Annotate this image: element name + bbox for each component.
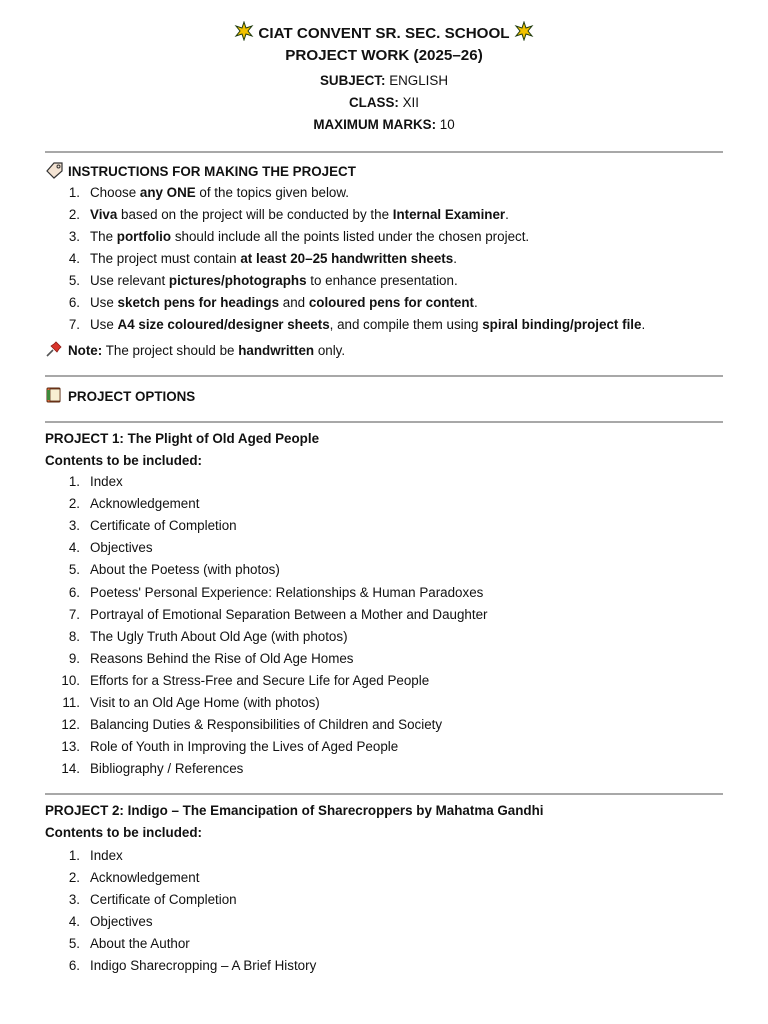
item-number: 5.: [68, 273, 80, 288]
subject-label: SUBJECT:: [319, 73, 386, 88]
class-line: [0, 95, 768, 110]
note-emphasis: handwritten: [238, 343, 315, 358]
item-number: 9.: [68, 650, 80, 666]
item-text: Certificate of Completion: [90, 518, 237, 534]
item-text: Index: [90, 474, 123, 489]
project-work-title: PROJECT WORK (2025–26): [285, 47, 483, 64]
item-text: Acknowledgement: [90, 496, 200, 512]
item-number: 1.: [68, 848, 80, 863]
note-label: Note:: [68, 343, 103, 358]
item-text: Role of Youth in Improving the Lives of Aged People: [90, 739, 399, 755]
item-text: The portfolio should include all the points listed under the chosen project.: [90, 229, 530, 244]
instructions-title: INSTRUCTIONS FOR MAKING THE PROJECT: [68, 164, 356, 179]
item-number: 6.: [68, 957, 80, 973]
item-text: Indigo Sharecropping – A Brief History: [90, 957, 317, 973]
item-text: Use sketch pens for headings and coloured pens for content.: [90, 295, 478, 310]
item-number: 12.: [61, 717, 80, 733]
item-number: 2.: [68, 207, 80, 222]
item-number: 7.: [68, 606, 80, 622]
note-text-end: only.: [314, 343, 346, 358]
item-text: Use A4 size coloured/designer sheets, and compile them using spiral binding/project file.: [90, 317, 646, 332]
item-number: 11.: [62, 695, 80, 710]
item-number: 3.: [68, 229, 80, 244]
item-text: Poetess' Personal Experience: Relationships & Human Paradoxes: [90, 584, 484, 600]
divider: [45, 793, 723, 795]
divider: [45, 151, 723, 153]
item-number: 8.: [68, 628, 80, 644]
school-name-line: [0, 21, 768, 45]
item-text: Choose any ONE of the topics given below.: [90, 185, 350, 200]
item-text: The project must contain at least 20–25 handwritten sheets.: [90, 251, 457, 266]
item-number: 1.: [68, 474, 80, 489]
item-number: 4.: [68, 540, 80, 556]
item-text: The Ugly Truth About Old Age (with photos): [90, 628, 348, 644]
item-number: 6.: [68, 584, 80, 600]
item-number: 6.: [68, 295, 80, 310]
item-number: 1.: [68, 185, 80, 200]
subject-value: ENGLISH: [389, 73, 448, 88]
item-text: Viva based on the project will be conducted by the Internal Examiner.: [90, 207, 509, 222]
item-text: Reasons Behind the Rise of Old Age Homes: [90, 650, 354, 666]
marks-label: MAXIMUM MARKS:: [313, 117, 437, 132]
item-text: Visit to an Old Age Home (with photos): [90, 695, 320, 710]
note-line: [45, 340, 345, 361]
project-options-heading: [45, 386, 195, 407]
item-text: Bibliography / References: [90, 761, 244, 777]
item-number: 2.: [68, 496, 80, 512]
divider: [45, 375, 723, 377]
book-icon: [45, 386, 63, 407]
item-text: Objectives: [90, 540, 153, 556]
item-text: Objectives: [90, 913, 153, 929]
project2-contents-label: Contents to be included:: [45, 825, 202, 840]
item-text: Balancing Duties & Responsibilities of Children and Society: [90, 717, 443, 733]
divider: [45, 421, 723, 423]
project1-title: PROJECT 1: The Plight of Old Aged People: [45, 431, 320, 446]
item-number: 14.: [61, 761, 80, 777]
instructions-heading: [45, 162, 356, 182]
project-options-title: PROJECT OPTIONS: [68, 389, 196, 404]
project1-contents-label: Contents to be included:: [45, 453, 202, 468]
item-number: 5.: [68, 935, 80, 951]
item-number: 13.: [61, 739, 80, 755]
item-text: Efforts for a Stress-Free and Secure Life for Aged People: [90, 672, 430, 688]
item-number: 4.: [68, 251, 80, 266]
item-text: About the Poetess (with photos): [90, 562, 280, 578]
item-number: 10.: [61, 672, 80, 688]
item-number: 3.: [68, 891, 80, 907]
item-text: Portrayal of Emotional Separation Between a Mother and Daughter: [90, 606, 488, 622]
star-icon: [514, 21, 534, 45]
subject-line: [0, 73, 768, 88]
item-number: 4.: [68, 913, 80, 929]
marks-line: [0, 117, 768, 132]
school-name: CIAT CONVENT SR. SEC. SCHOOL: [258, 25, 510, 42]
star-icon: [234, 21, 254, 45]
item-text: Index: [90, 848, 123, 863]
note-text: The project should be: [102, 343, 239, 358]
item-text: Certificate of Completion: [90, 891, 237, 907]
item-number: 5.: [68, 562, 80, 578]
item-number: 3.: [68, 518, 80, 534]
pushpin-icon: [45, 340, 63, 361]
item-number: 7.: [68, 317, 80, 332]
item-text: Acknowledgement: [90, 869, 200, 885]
project2-title: PROJECT 2: Indigo – The Emancipation of Sharecroppers by Mahatma Gandhi: [45, 803, 544, 818]
class-label: CLASS:: [349, 95, 399, 110]
label-tag-icon: [45, 162, 63, 182]
class-value: XII: [402, 95, 419, 110]
item-text: Use relevant pictures/photographs to enhance presentation.: [90, 273, 458, 288]
item-text: About the Author: [90, 935, 190, 951]
marks-value: 10: [439, 117, 455, 132]
item-number: 2.: [68, 869, 80, 885]
